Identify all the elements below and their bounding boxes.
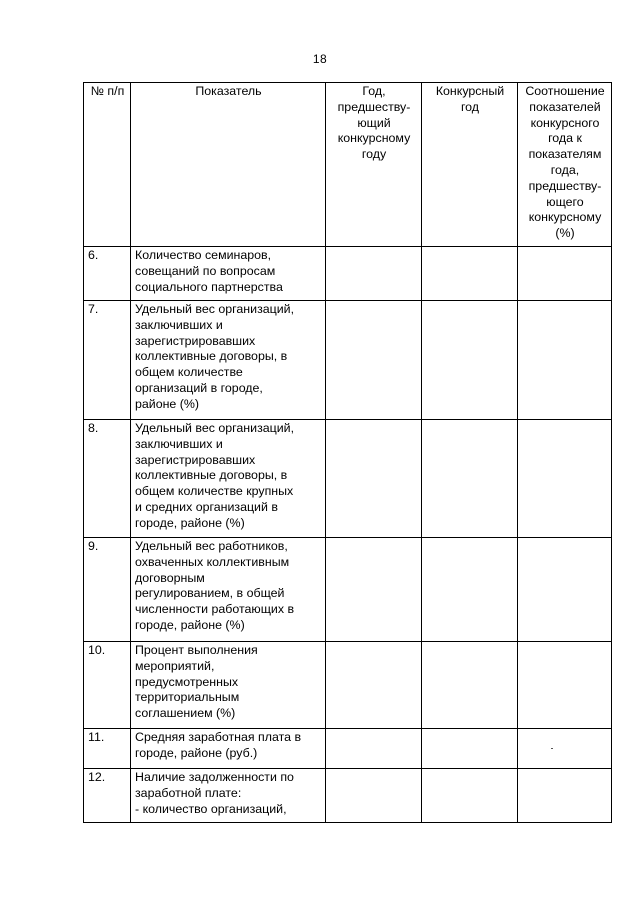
- cell-competition-year: [422, 301, 518, 420]
- cell-ratio: [518, 642, 612, 729]
- indicators-table: [83, 82, 612, 823]
- row-number: 11.: [84, 729, 131, 769]
- row-indicator: Средняя заработная плата в городе, районе (руб.): [131, 729, 326, 769]
- cell-previous-year: [326, 538, 422, 642]
- cell-ratio: [518, 538, 612, 642]
- cell-previous-year: [326, 729, 422, 769]
- table-row: [84, 729, 612, 769]
- row-number: 7.: [84, 301, 131, 420]
- cell-previous-year: [326, 301, 422, 420]
- table-row: [84, 642, 612, 729]
- table-header-row: [84, 83, 612, 247]
- header-number: № п/п: [84, 83, 131, 247]
- row-number: 8.: [84, 420, 131, 538]
- cell-competition-year: [422, 642, 518, 729]
- cell-previous-year: [326, 769, 422, 823]
- table-row: [84, 420, 612, 538]
- cell-ratio: [518, 247, 612, 301]
- header-competition-year: Конкурсный год: [422, 83, 518, 247]
- row-indicator: Количество семинаров, совещаний по вопросам социального партнерства: [131, 247, 326, 301]
- row-indicator: Удельный вес организаций, заключивших и зарегистрировавших коллективные договоры, в общем количестве организаций в городе, районе (%): [131, 301, 326, 420]
- cell-competition-year: [422, 538, 518, 642]
- cell-previous-year: [326, 642, 422, 729]
- table-row: [84, 538, 612, 642]
- cell-competition-year: [422, 420, 518, 538]
- page-number: 18: [312, 52, 328, 66]
- cell-ratio: [518, 420, 612, 538]
- table-row: [84, 769, 612, 823]
- table-row: [84, 247, 612, 301]
- table-row: [84, 301, 612, 420]
- cell-competition-year: [422, 247, 518, 301]
- cell-competition-year: [422, 769, 518, 823]
- row-indicator: Процент выполнения мероприятий, предусмотренных территориальным соглашением (%): [131, 642, 326, 729]
- header-previous-year: Год, предшеству- ющий конкурсному году: [326, 83, 422, 247]
- header-ratio: Соотношение показателей конкурсного года к показателям года, предшеству- ющего конкурсному (%): [518, 83, 612, 247]
- cell-ratio: [518, 301, 612, 420]
- row-indicator: Удельный вес работников, охваченных коллективным договорным регулированием, в общей численности работающих в городе, районе (%): [131, 538, 326, 642]
- scan-speck: [551, 748, 553, 749]
- row-number: 12.: [84, 769, 131, 823]
- cell-ratio: [518, 729, 612, 769]
- row-indicator: Удельный вес организаций, заключивших и зарегистрировавших коллективные договоры, в общем количестве крупных и средних организаций в городе, районе (%): [131, 420, 326, 538]
- row-number: 9.: [84, 538, 131, 642]
- cell-competition-year: [422, 729, 518, 769]
- row-indicator: Наличие задолженности по заработной плате: - количество организаций,: [131, 769, 326, 823]
- cell-previous-year: [326, 247, 422, 301]
- row-number: 10.: [84, 642, 131, 729]
- cell-previous-year: [326, 420, 422, 538]
- cell-ratio: [518, 769, 612, 823]
- row-number: 6.: [84, 247, 131, 301]
- header-indicator: Показатель: [131, 83, 326, 247]
